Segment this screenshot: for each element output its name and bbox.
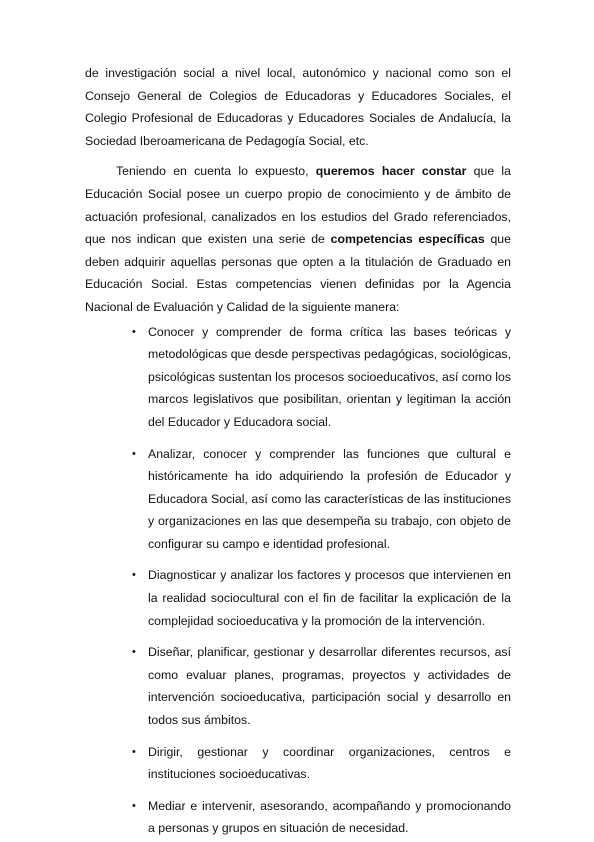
paragraph-text-part-3: que deben adquirir aquellas personas que opten a la titulación de Graduado en Educación Social. Estas competencias vienen definidas por la Agencia Nacional de Evaluación y Calidad de la siguiente manera: bbox=[85, 232, 511, 314]
bold-phrase-queremos: queremos hacer constar bbox=[315, 164, 467, 179]
list-item bbox=[85, 641, 511, 731]
list-item bbox=[85, 443, 511, 556]
list-item-text: Conocer y comprender de forma crítica las bases teóricas y metodológicas que desde perspectivas pedagógicas, sociológicas, psicológicas sustentan los procesos socioeducativos, así como los marcos legislativos que posibilitan, orientan y legitiman la acción del Educador y Educadora social. bbox=[148, 324, 511, 429]
paragraph-intro bbox=[85, 62, 511, 152]
document-page bbox=[85, 62, 511, 840]
bullet-icon: • bbox=[132, 799, 136, 812]
bold-phrase-competencias: competencias específicas bbox=[330, 232, 485, 247]
list-item bbox=[85, 741, 511, 786]
list-item bbox=[85, 795, 511, 840]
paragraph-text-part-1: Teniendo en cuenta lo expuesto, bbox=[116, 164, 316, 179]
list-item-text: Diagnosticar y analizar los factores y procesos que intervienen en la realidad sociocultural con el fin de facilitar la explicación de la complejidad socioeducativa y la promoción de la intervención. bbox=[148, 568, 511, 628]
list-item bbox=[85, 564, 511, 632]
paragraph-text-part-2: que la Educación Social posee un cuerpo propio de conocimiento y de ámbito de actuación profesional, canalizados en los estudios del Grado referenciados, que nos indican que existen una serie de bbox=[85, 164, 511, 247]
list-item bbox=[85, 321, 511, 434]
bullet-icon: • bbox=[132, 569, 136, 582]
list-item-text: Dirigir, gestionar y coordinar organizaciones, centros e instituciones socioeducativas. bbox=[148, 744, 511, 782]
bullet-icon: • bbox=[132, 325, 136, 338]
bullet-icon: • bbox=[132, 745, 136, 758]
paragraph-competencias bbox=[85, 160, 511, 318]
list-item-text: Analizar, conocer y comprender las funciones que cultural e históricamente ha ido adquiriendo la profesión de Educador y Educadora Social, así como las características de las instituciones y organizaciones en las que desempeña su trabajo, con objeto de configurar su campo e identidad profesional. bbox=[148, 446, 511, 551]
competencias-list bbox=[85, 321, 511, 840]
bullet-icon: • bbox=[132, 646, 136, 659]
bullet-icon: • bbox=[132, 447, 136, 460]
paragraph-intro-text: de investigación social a nivel local, autonómico y nacional como son el Consejo General de Colegios de Educadoras y Educadores Sociales, el Colegio Profesional de Educadoras y Educadores Sociales de Andalucía, la Sociedad Iberoamericana de Pedagogía Social, etc. bbox=[85, 66, 511, 148]
list-item-text: Mediar e intervenir, asesorando, acompañando y promocionando a personas y grupos en situación de necesidad. bbox=[148, 798, 511, 836]
list-item-text: Diseñar, planificar, gestionar y desarrollar diferentes recursos, así como evaluar planes, programas, proyectos y actividades de intervención socioeducativa, participación social y desarrollo en todos sus ámbitos. bbox=[148, 645, 511, 728]
